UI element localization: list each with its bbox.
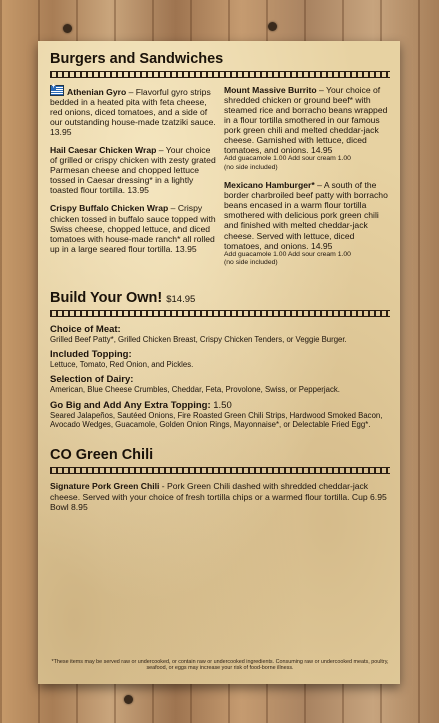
nail-right [268, 22, 277, 31]
menu-card [38, 41, 400, 684]
item-note: (no side included) [224, 163, 278, 171]
item-description: – Your choice of grilled or crispy chicken with zesty grated Parmesan cheese and chopped lettuce tossed in Caesar dressing* in a lightly toasted flour tortilla. 13.95 [50, 145, 216, 196]
chili-section-title: CO Green Chili [50, 447, 154, 464]
item-addon: Add guacamole 1.00 Add sour cream 1.00 [224, 155, 351, 163]
choice-label [50, 400, 390, 411]
greek-key-border [50, 310, 390, 317]
item-note: (no side included) [224, 259, 278, 267]
choice-text: Lettuce, Tomato, Red Onion, and Pickles. [50, 359, 194, 369]
item-description: – A south of the border charbroiled beef patty with borracho beans encased in a warm flour tortilla smothered with delicious pork green chili and finished with melted cheddar-jack cheese. Served with lettuce, diced tomatoes, and onions. 14.95 [224, 180, 388, 251]
menu-item-buffalo-wrap [50, 203, 216, 253]
burgers-right-column [224, 85, 390, 276]
nail-bottom [124, 695, 133, 704]
choice-label: Selection of Dairy: [50, 374, 134, 386]
item-description: – Flavorful gyro strips bedded in a heated pita with feta cheese, red onions, diced tomatoes, and a side of our outstanding house-made tzatziki sauce. 13.95 [50, 87, 216, 138]
menu-item-caesar-wrap [50, 145, 216, 195]
byo-choice-dairy [50, 374, 390, 394]
item-name: Mexicano Hamburger* [224, 180, 315, 191]
menu-card-content [50, 51, 390, 674]
item-description: – Your choice of shredded chicken or ground beef* with steamed rice and borracho beans wrapped in a flour tortilla smothered in our famous pork green chili and melted cheddar-jack cheese. Garnished with lettuce, diced tomatoes, and onions. 14.95 [224, 85, 388, 156]
choice-label: Choice of Meat: [50, 323, 121, 335]
menu-item-mount-massive-burrito [224, 85, 390, 172]
burgers-left-column [50, 85, 216, 276]
greek-key-border [50, 71, 390, 78]
byo-choice-topping [50, 349, 390, 369]
item-name: Athenian Gyro [67, 87, 127, 97]
choice-text: Grilled Beef Patty*, Grilled Chicken Breast, Crispy Chicken Tenders, or Veggie Burger. [50, 334, 347, 344]
item-addon: Add guacamole 1.00 Add sour cream 1.00 [224, 250, 351, 258]
item-name: Signature Pork Green Chili [50, 481, 160, 492]
greek-key-border [50, 467, 390, 474]
burgers-section-title: Burgers and Sandwiches [50, 51, 224, 67]
choice-text: Seared Jalapeños, Sautéed Onions, Fire Roasted Green Chili Strips, Hardwood Smoked Bacon, Avocado Wedges, Guacamole, Golden Onion Rings, Mayonnaise*, or Delectable Fried Egg*. [50, 410, 383, 429]
item-description: - Pork Green Chili dashed with shredded cheddar-jack cheese. Served with your choice of fresh tortilla chips or a warmed flour tortilla. Cup 6.95 Bowl 8.95 [50, 481, 387, 512]
disclaimer: *These items may be served raw or undercooked, or contain raw or undercooked ingredients. Consuming raw or undercooked meats, poultry, seafood, or eggs may increase your risk of food-borne illness. [51, 658, 389, 672]
item-name: Crispy Buffalo Chicken Wrap [50, 203, 169, 214]
byo-section-title [50, 290, 390, 306]
item-name: Hail Caesar Chicken Wrap [50, 145, 157, 156]
choice-label-price: 1.50 [210, 399, 232, 411]
byo-choices [50, 324, 390, 430]
choice-label: Included Topping: [50, 348, 132, 360]
item-description: – Crispy chicken tossed in buffalo sauce topped with Swiss cheese, chopped lettuce, and diced tomatoes with house-made ranch* all rolled up in a large seared flour tortilla. 13.95 [50, 203, 216, 254]
menu-item-mexicano-hamburger [224, 180, 390, 267]
byo-choice-meat [50, 324, 390, 344]
byo-price: $14.95 [166, 293, 196, 305]
item-name: Mount Massive Burrito [224, 85, 317, 95]
byo-choice-extra [50, 400, 390, 430]
choice-label-text: Go Big and Add Any Extra Topping: [50, 399, 211, 411]
menu-item-athenian-gyro [50, 85, 216, 137]
choice-text: American, Blue Cheese Crumbles, Cheddar, Feta, Provolone, Swiss, or Pepperjack. [50, 385, 340, 395]
nail-left [63, 24, 72, 33]
menu-item-green-chili [50, 481, 390, 512]
byo-title: Build Your Own! [50, 289, 163, 306]
greek-flag-icon [50, 85, 64, 96]
burgers-columns [50, 85, 390, 276]
